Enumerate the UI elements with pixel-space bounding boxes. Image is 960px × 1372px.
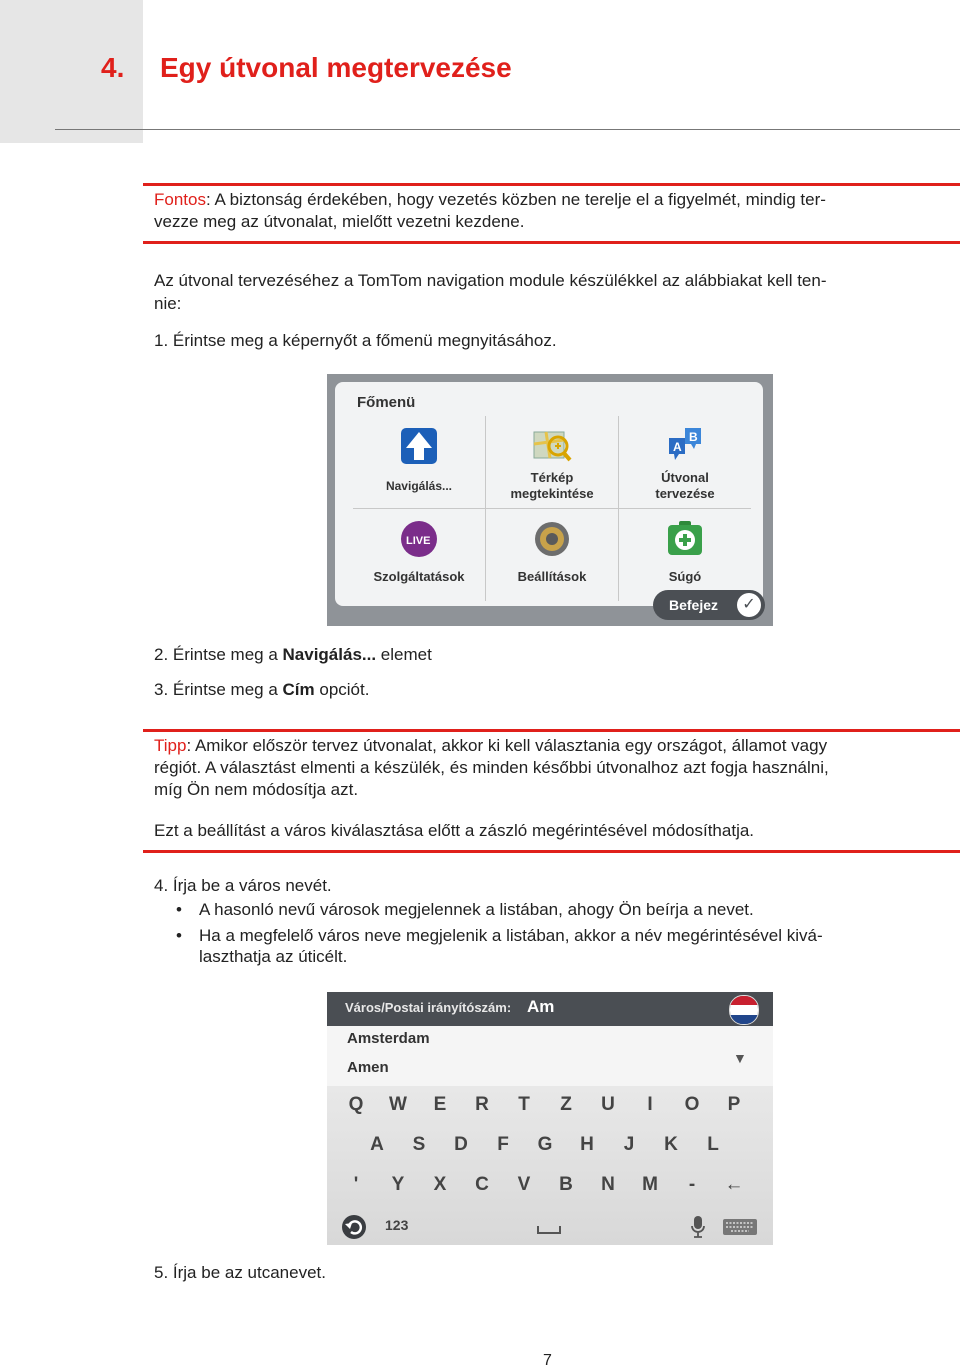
key[interactable]: F bbox=[497, 1134, 509, 1155]
key[interactable]: G bbox=[537, 1134, 553, 1155]
intro-line1: Az útvonal tervezéséhez a TomTom navigation module készülékkel az alábbiakat kell ten- bbox=[154, 271, 827, 290]
important-label: Fontos bbox=[154, 190, 206, 209]
tip-bottom-rule bbox=[143, 850, 960, 853]
chapter-title: Egy útvonal megtervezése bbox=[160, 52, 512, 83]
keyboard-row-2 bbox=[327, 1126, 773, 1164]
chapter-number: 4. bbox=[101, 52, 125, 83]
bullet-dot: • bbox=[176, 900, 182, 919]
main-menu-screenshot bbox=[327, 374, 773, 626]
menu-item-label-line2: megtekintése bbox=[510, 486, 594, 501]
key[interactable]: D bbox=[454, 1134, 468, 1155]
city-result-list bbox=[327, 1026, 773, 1086]
step-3-pre: 3. Érintse meg a bbox=[154, 680, 283, 699]
key[interactable]: L bbox=[707, 1134, 719, 1155]
key[interactable]: U bbox=[601, 1094, 615, 1115]
keyboard-bottom-row bbox=[327, 1208, 773, 1245]
page-number: 7 bbox=[543, 1352, 552, 1369]
key[interactable]: O bbox=[684, 1094, 700, 1115]
key[interactable]: Q bbox=[348, 1094, 364, 1115]
menu-item-label-line1: Útvonal bbox=[661, 470, 709, 485]
keyboard-layout-icon[interactable] bbox=[723, 1219, 757, 1235]
route-plan-icon bbox=[665, 426, 705, 466]
bullet-dot: • bbox=[176, 926, 182, 945]
city-field-label: Város/Postai irányítószám: bbox=[345, 1000, 512, 1015]
key[interactable]: B bbox=[559, 1174, 573, 1195]
tip-text: : Amikor először tervez útvonalat, akkor ki kell választania egy országot, államot vagy bbox=[186, 736, 828, 755]
menu-item-label: Szolgáltatások bbox=[373, 569, 465, 584]
keyboard-row-3 bbox=[327, 1166, 773, 1204]
key[interactable]: H bbox=[580, 1134, 594, 1155]
step-3-post: opciót. bbox=[314, 680, 370, 699]
step-3 bbox=[154, 679, 369, 701]
menu-item-label: Navigálás... bbox=[385, 479, 453, 493]
menu-item-settings[interactable] bbox=[486, 509, 619, 601]
key[interactable]: Z bbox=[560, 1094, 572, 1115]
city-result-item[interactable]: Amen bbox=[347, 1059, 389, 1076]
city-input-bar bbox=[327, 992, 773, 1026]
tip-line1 bbox=[154, 735, 827, 757]
on-screen-keyboard bbox=[327, 1086, 773, 1245]
step-2-bold: Navigálás... bbox=[282, 645, 377, 664]
menu-item-label-line2: tervezése bbox=[655, 486, 715, 501]
tip-top-rule bbox=[143, 729, 960, 732]
menu-item-label-line1: Térkép bbox=[530, 470, 574, 485]
tip-line3: míg Ön nem módosítja azt. bbox=[154, 780, 359, 799]
menu-item-map-view[interactable] bbox=[486, 416, 619, 509]
key[interactable]: W bbox=[389, 1094, 407, 1115]
finish-button[interactable] bbox=[653, 590, 765, 620]
space-key-icon[interactable] bbox=[537, 1226, 561, 1234]
scroll-down-icon[interactable]: ▼ bbox=[733, 1050, 747, 1066]
key[interactable]: ' bbox=[353, 1174, 359, 1195]
navigate-arrow-icon bbox=[399, 426, 439, 466]
key[interactable]: S bbox=[412, 1134, 426, 1155]
key[interactable]: K bbox=[664, 1134, 678, 1155]
key[interactable]: C bbox=[475, 1174, 489, 1195]
intro-line2: nie: bbox=[154, 294, 182, 313]
key[interactable]: A bbox=[370, 1134, 384, 1155]
city-input[interactable]: Am bbox=[527, 997, 555, 1016]
menu-item-navigate[interactable] bbox=[353, 416, 486, 509]
numbers-key[interactable]: 123 bbox=[385, 1217, 409, 1233]
settings-icon bbox=[532, 519, 572, 559]
note-top-rule bbox=[143, 183, 960, 186]
keyboard-screenshot bbox=[327, 992, 773, 1245]
step-3-bold: Cím bbox=[282, 680, 315, 699]
main-menu-panel bbox=[335, 382, 763, 606]
step-2-post: elemet bbox=[376, 645, 432, 664]
check-icon: ✓ bbox=[737, 593, 761, 617]
keyboard-row-1 bbox=[327, 1086, 773, 1124]
header-divider bbox=[55, 129, 960, 130]
live-services-icon bbox=[399, 519, 439, 559]
tip-line4: Ezt a beállítást a város kiválasztása előtt a zászló megérintésével módosíthatja. bbox=[154, 821, 755, 840]
menu-item-route-plan[interactable] bbox=[619, 416, 751, 509]
key[interactable]: J bbox=[623, 1134, 635, 1155]
key[interactable]: V bbox=[517, 1174, 531, 1195]
menu-item-services[interactable] bbox=[353, 509, 486, 601]
svg-text:B: B bbox=[689, 430, 698, 444]
country-flag-icon[interactable] bbox=[729, 995, 759, 1025]
key[interactable]: N bbox=[601, 1174, 615, 1195]
key[interactable]: - bbox=[688, 1174, 696, 1195]
live-badge: LIVE bbox=[406, 535, 431, 547]
bullet-1-line1: A hasonló nevű városok megjelennek a listában, ahogy Ön beírja a nevet. bbox=[199, 900, 754, 919]
help-icon bbox=[665, 519, 705, 559]
key[interactable]: Y bbox=[391, 1174, 405, 1195]
key[interactable]: T bbox=[518, 1094, 530, 1115]
important-text: : A biztonság érdekében, hogy vezetés közben ne terelje el a figyelmét, mindig ter- bbox=[205, 190, 826, 209]
main-menu-title: Főmenü bbox=[357, 394, 416, 411]
key[interactable]: M bbox=[642, 1174, 658, 1195]
key[interactable]: P bbox=[727, 1094, 741, 1115]
important-note-line1 bbox=[154, 189, 826, 211]
backspace-icon[interactable]: ← bbox=[724, 1174, 744, 1195]
finish-button-label: Befejez bbox=[669, 597, 719, 613]
menu-item-label: Súgó bbox=[668, 569, 702, 584]
key[interactable]: I bbox=[647, 1094, 653, 1115]
step-2-pre: 2. Érintse meg a bbox=[154, 645, 283, 664]
tip-label: Tipp bbox=[154, 736, 187, 755]
bullet-2-line1: Ha a megfelelő város neve megjelenik a listában, akkor a név megérintésével kivá- bbox=[199, 926, 823, 945]
menu-item-help[interactable] bbox=[619, 509, 751, 601]
step-5: 5. Írja be az utcanevet. bbox=[154, 1263, 326, 1282]
key[interactable]: X bbox=[433, 1174, 447, 1195]
note-bottom-rule bbox=[143, 241, 960, 244]
tip-line2: régiót. A választást elmenti a készülék, és minden későbbi útvonalhoz azt fogja használni, bbox=[154, 758, 829, 777]
key[interactable]: E bbox=[433, 1094, 447, 1115]
map-view-icon bbox=[532, 426, 572, 466]
step-4: 4. Írja be a város nevét. bbox=[154, 876, 332, 895]
back-icon[interactable] bbox=[341, 1214, 367, 1240]
key[interactable]: R bbox=[475, 1094, 489, 1115]
step-2 bbox=[154, 644, 432, 666]
important-note-line2: vezze meg az útvonalat, mielőtt vezetni kezdene. bbox=[154, 212, 525, 231]
menu-item-label: Beállítások bbox=[517, 569, 587, 584]
step-1: 1. Érintse meg a képernyőt a főmenü megnyitásához. bbox=[154, 331, 557, 350]
city-result-item[interactable]: Amsterdam bbox=[347, 1030, 430, 1047]
bullet-2-line2: laszthatja az úticélt. bbox=[199, 947, 348, 966]
microphone-icon[interactable] bbox=[691, 1216, 705, 1238]
svg-text:A: A bbox=[673, 440, 682, 454]
